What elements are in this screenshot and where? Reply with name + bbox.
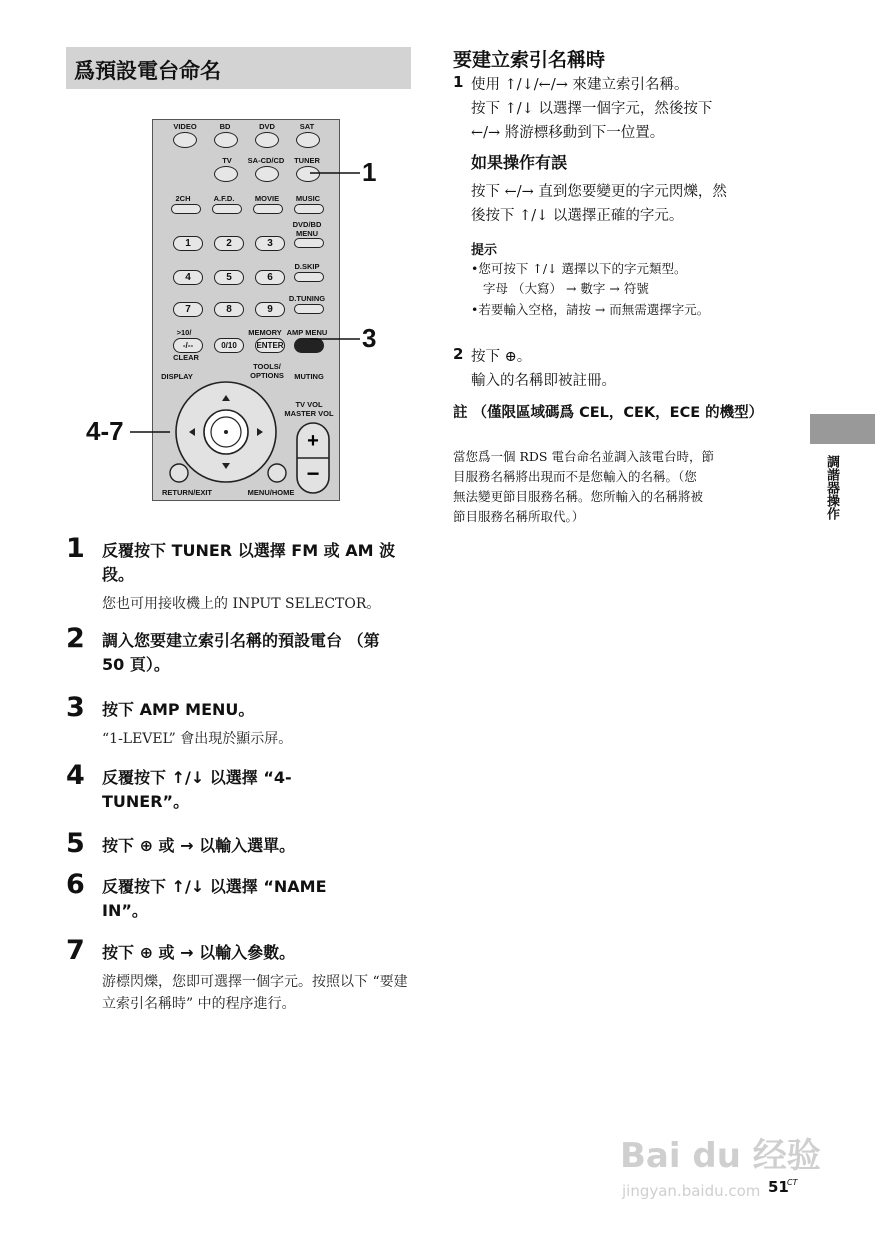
label-d-skip: D.SKIP	[294, 262, 320, 271]
bd-button[interactable]	[214, 132, 238, 148]
tip-2: •若要輸入空格，請按 → 而無需選擇字元。	[471, 302, 710, 317]
step-7	[66, 935, 416, 1049]
enter-button[interactable]: ENTER	[255, 338, 285, 353]
svg-text:−: −	[306, 461, 320, 486]
callout-1: 1	[362, 157, 377, 187]
step-3	[66, 692, 416, 756]
step-6-heading: 反覆按下 ↑/↓ 以選擇 “NAME IN”。	[102, 877, 327, 920]
tip-1: •您可按下 ↑/↓ 選擇以下的字元類型。	[471, 261, 687, 276]
num-4-button[interactable]: 4	[173, 270, 203, 285]
chapter-tab-label: 調諧器操作	[824, 455, 839, 520]
step-3-number: 3	[66, 692, 85, 723]
step-1-number: 1	[66, 533, 85, 564]
label-dvd: DVD	[259, 122, 275, 131]
step-1	[66, 533, 416, 617]
error-line-2: 後按下 ↑/↓ 以選擇正確的字元。	[471, 208, 684, 224]
num-5-button[interactable]: 5	[214, 270, 244, 285]
label-sacd: SA-CD/CD	[247, 156, 285, 165]
video-button[interactable]	[173, 132, 197, 148]
error-heading: 如果操作有誤	[471, 153, 568, 172]
zero-button[interactable]: 0/10	[214, 338, 244, 353]
step-6-number: 6	[66, 869, 85, 900]
note-line-3: 無法變更節目服務名稱。您所輸入的名稱將被	[453, 489, 704, 504]
callout-4-7: 4-7	[86, 416, 124, 446]
step-3-note: “1-LEVEL” 會出現於顯示屏。	[102, 731, 293, 747]
note-line-1: 當您爲一個 RDS 電台命名並調入該電台時，節	[453, 449, 714, 464]
right-step-2-number: 2	[453, 345, 464, 363]
chapter-tab	[810, 414, 875, 444]
step-7-heading: 按下 ⊕ 或 → 以輸入參數。	[102, 943, 296, 962]
dvd-button[interactable]	[255, 132, 279, 148]
step-1-note: 您也可用接收機上的 INPUT SELECTOR。	[102, 596, 381, 612]
step-2-heading: 調入您要建立索引名稱的預設電台 （第 50 頁）。	[102, 631, 380, 674]
label-sat: SAT	[299, 122, 315, 131]
label-ten: >10/	[176, 328, 192, 337]
page-number-suffix: CT	[787, 1178, 798, 1187]
watermark-url: jingyan.baidu.com	[622, 1182, 761, 1200]
note-line-2: 目服務名稱將出現而不是您輸入的名稱。（您	[453, 469, 697, 484]
step-2-number: 2	[66, 623, 85, 654]
note-heading: 註 （僅限區域碼爲 CEL，CEK，ECE 的機型）	[453, 405, 764, 421]
right-step-1-line-3: ←/→ 將游標移動到下一位置。	[471, 125, 665, 141]
step-5-number: 5	[66, 828, 85, 859]
step-7-number: 7	[66, 935, 85, 966]
page-number: 51	[768, 1178, 789, 1196]
num-2-button[interactable]: 2	[214, 236, 244, 251]
num-9-button[interactable]: 9	[255, 302, 285, 317]
label-menu-home: MENU/HOME	[247, 488, 295, 497]
step-5	[66, 828, 416, 862]
section-title: 爲預設電台命名	[74, 59, 221, 83]
step-4	[66, 760, 416, 820]
num-3-button[interactable]: 3	[255, 236, 285, 251]
label-display: DISPLAY	[161, 372, 193, 381]
num-1-button[interactable]: 1	[173, 236, 203, 251]
index-name-heading: 要建立索引名稱時	[453, 49, 606, 71]
label-tools: TOOLS/ OPTIONS	[250, 362, 284, 380]
right-step-1-line-1: 使用 ↑/↓/←/→ 來建立索引名稱。	[471, 77, 689, 93]
step-5-heading: 按下 ⊕ 或 → 以輸入選單。	[102, 836, 296, 855]
right-step-2-line-1: 按下 ⊕。	[471, 349, 532, 365]
label-tv: TV	[222, 156, 232, 165]
label-d-tuning: D.TUNING	[288, 294, 326, 303]
step-4-heading: 反覆按下 ↑/↓ 以選擇 “4-TUNER”。	[102, 768, 292, 811]
step-3-heading: 按下 AMP MENU。	[102, 700, 255, 719]
label-afd: A.F.D.	[213, 194, 235, 203]
step-4-number: 4	[66, 760, 85, 791]
label-amp-menu: AMP MENU	[286, 328, 328, 337]
tip-heading: 提示	[471, 243, 498, 258]
section-title-bar	[66, 47, 411, 89]
label-tuner: TUNER	[294, 156, 320, 165]
label-bd: BD	[219, 122, 231, 131]
label-video: VIDEO	[173, 122, 197, 131]
callout-3: 3	[362, 323, 377, 353]
note-line-4: 節目服務名稱所取代。）	[453, 509, 585, 524]
step-2	[66, 623, 416, 687]
callout-lines	[130, 160, 370, 450]
label-tv-vol: TV VOL	[295, 400, 323, 409]
num-8-button[interactable]: 8	[214, 302, 244, 317]
label-master-vol: MASTER VOL	[284, 409, 334, 418]
ten-button[interactable]: -/--	[173, 338, 203, 353]
step-7-note: 游標閃爍，您即可選擇一個字元。按照以下 “要建立索引名稱時” 中的程序進行。	[102, 974, 408, 1012]
label-return-exit: RETURN/EXIT	[161, 488, 212, 497]
label-music: MUSIC	[295, 194, 321, 203]
num-7-button[interactable]: 7	[173, 302, 203, 317]
right-step-2-line-2: 輸入的名稱即被註冊。	[471, 373, 616, 389]
label-movie: MOVIE	[254, 194, 280, 203]
label-2ch: 2CH	[175, 194, 191, 203]
label-muting: MUTING	[294, 372, 324, 381]
tip-1-sequence: 字母 （大寫） → 數字 → 符號	[483, 281, 649, 296]
num-6-button[interactable]: 6	[255, 270, 285, 285]
right-step-1-number: 1	[453, 73, 464, 91]
label-clear: CLEAR	[173, 353, 199, 362]
step-1-heading: 反覆按下 TUNER 以選擇 FM 或 AM 波段。	[102, 541, 396, 584]
label-dvd-menu: DVD/BD MENU	[292, 220, 322, 238]
sat-button[interactable]	[296, 132, 320, 148]
svg-text:+: +	[307, 430, 319, 452]
right-step-1-line-2: 按下 ↑/↓ 以選擇一個字元，然後按下	[471, 101, 713, 117]
label-memory: MEMORY	[248, 328, 282, 337]
step-6	[66, 869, 416, 929]
watermark-logo: Bai du 经验	[620, 1136, 821, 1176]
error-line-1: 按下 ←/→ 直到您要變更的字元閃爍，然	[471, 184, 727, 200]
